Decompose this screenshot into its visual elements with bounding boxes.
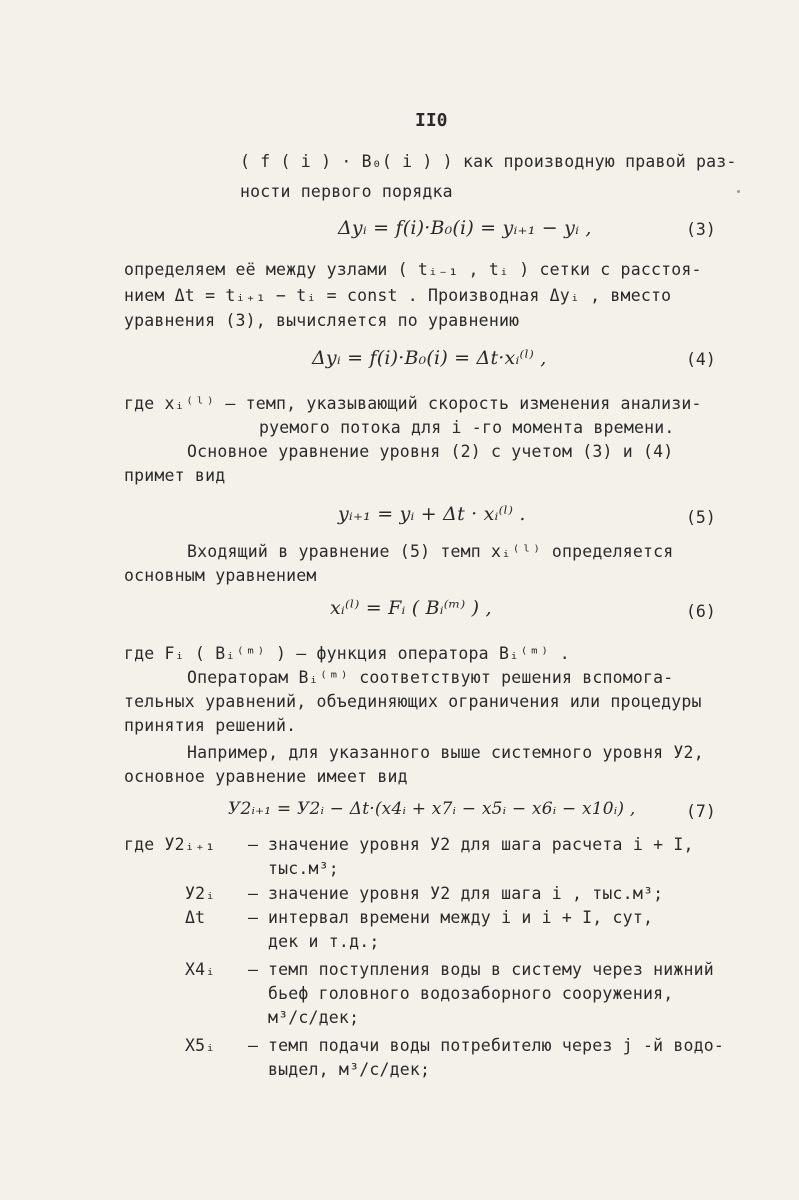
text-line: основное уравнение имеет вид: [124, 767, 408, 786]
definition-term: У2ᵢ: [185, 884, 216, 903]
text-line: нием Δt = tᵢ₊₁ − tᵢ = const . Производная Δyᵢ , вместо: [124, 286, 672, 305]
equation-number: (7): [686, 802, 716, 821]
definition-term: где У2ᵢ₊₁: [124, 835, 216, 854]
definition-dash: –: [248, 1036, 259, 1055]
text-line: где Fᵢ ( Bᵢ⁽ᵐ⁾ ) – функция оператора Bᵢ⁽ᵐ⁾ .: [124, 644, 570, 663]
page-number: II0: [415, 110, 448, 131]
equation-7: У2ᵢ₊₁ = У2ᵢ − Δt·(x4ᵢ + x7ᵢ − x5ᵢ − x6ᵢ − x10ᵢ) ,: [228, 799, 636, 819]
equation-number: (3): [686, 220, 716, 239]
equation-number: (4): [686, 350, 716, 369]
definition-text: темп подачи воды потребителю через j -й водо-: [268, 1036, 725, 1055]
equation-6: xᵢ⁽ˡ⁾ = Fᵢ ( Bᵢ⁽ᵐ⁾ ) ,: [330, 597, 492, 619]
text-line: где xᵢ⁽ˡ⁾ – темп, указывающий скорость изменения анализи-: [124, 394, 702, 413]
text-line: Операторам Bᵢ⁽ᵐ⁾ соответствуют решения вспомога-: [187, 668, 674, 687]
equation-3: Δyᵢ = f(i)·B₀(i) = yᵢ₊₁ − yᵢ ,: [338, 217, 592, 239]
definition-dash: –: [248, 835, 259, 854]
equation-5: yᵢ₊₁ = yᵢ + Δt · xᵢ⁽ˡ⁾ .: [338, 503, 526, 525]
equation-4: Δyᵢ = f(i)·B₀(i) = Δt·xᵢ⁽ˡ⁾ ,: [312, 347, 547, 369]
text-line: ности первого порядка: [240, 182, 453, 201]
equation-number: (6): [686, 602, 716, 621]
text-line: примет вид: [124, 466, 226, 485]
text-line: тельных уравнений, объединяющих ограничения или процедуры: [124, 692, 702, 711]
definition-term: X4ᵢ: [185, 960, 216, 979]
definition-text: м³/с/дек;: [268, 1008, 360, 1027]
definition-text: значение уровня У2 для шага i , тыс.м³;: [268, 884, 664, 903]
definition-dash: –: [248, 908, 259, 927]
definition-term: Δt: [185, 908, 206, 927]
equation-number: (5): [686, 508, 716, 527]
text-line: Например, для указанного выше системного уровня У2,: [187, 743, 704, 762]
definition-text: тыс.м³;: [268, 859, 339, 878]
text-line: основным уравнением: [124, 566, 317, 585]
definition-text: бьеф головного водозаборного сооружения,: [268, 984, 674, 1003]
definition-text: значение уровня У2 для шага расчета i + I,: [268, 835, 694, 854]
definition-text: дек и т.д.;: [268, 932, 380, 951]
text-line: определяем её между узлами ( tᵢ₋₁ , tᵢ ) сетки с расстоя-: [124, 260, 702, 279]
text-line: ( f ( i ) · B₀( i ) ) как производную правой раз-: [240, 152, 737, 171]
definition-dash: –: [248, 960, 259, 979]
text-line: уравнения (3), вычисляется по уравнению: [124, 311, 520, 330]
text-line: принятия решений.: [124, 716, 297, 735]
definition-text: выдел, м³/с/дек;: [268, 1060, 431, 1079]
definition-dash: –: [248, 884, 259, 903]
definition-term: X5ᵢ: [185, 1036, 216, 1055]
text-line: руемого потока для i -го момента времени.: [259, 418, 675, 437]
definition-text: темп поступления воды в систему через нижний: [268, 960, 714, 979]
definition-text: интервал времени между i и i + I, сут,: [268, 908, 654, 927]
text-line: Входящий в уравнение (5) темп xᵢ⁽ˡ⁾ определяется: [187, 542, 674, 561]
paper-speck: [737, 190, 740, 193]
text-line: Основное уравнение уровня (2) с учетом (3) и (4): [187, 442, 674, 461]
